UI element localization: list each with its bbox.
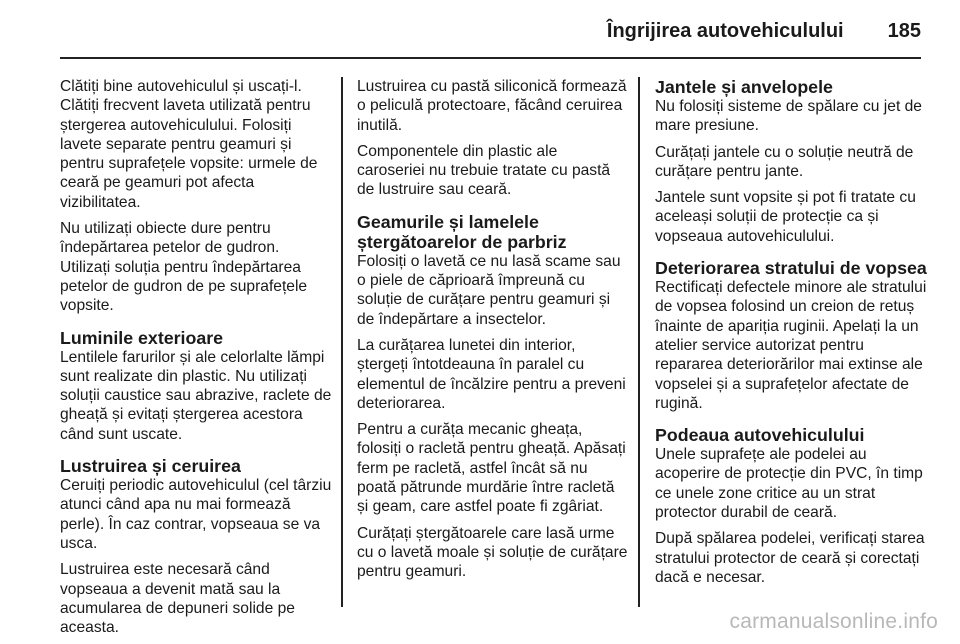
header-divider <box>60 57 921 59</box>
paragraph: La curățarea lunetei din interior, ștergeți întotdeauna în paralel cu elementul de încălzire pentru a preveni deteriorarea. <box>357 336 626 412</box>
section-heading: Podeaua autovehiculului <box>655 425 865 446</box>
paragraph: Pentru a curăța mecanic gheața, folosiți o racletă pentru gheață. Apăsați ferm pe racletă, astfel încât să nu poată pătrunde murdărie între racletă și geam, care astfel poate fi zgâriat. <box>357 421 626 516</box>
paragraph: Curățați jantele cu o soluție neutră de curățare pentru jante. <box>655 143 914 180</box>
page-number: 185 <box>887 20 921 42</box>
paragraph: Unele suprafețe ale podelei au acoperire de protecție din PVC, în timp ce unele zone critice au un strat protector durabil de ceară. <box>655 446 923 522</box>
paragraph: Clătiți bine autovehiculul și uscați-l. Clătiți frecvent laveta utilizată pentru ștergerea autovehiculului. Folosiți lavete separate pentru geamuri și pentru suprafețele vopsite: urmele de ceară pe geamuri pot afecta vizibilitatea. <box>60 78 318 211</box>
page-header <box>607 20 921 44</box>
paragraph: Nu utilizați obiecte dure pentru îndepărtarea petelor de gudron. Utilizați soluția pentru îndepărtarea petelor de gudron de pe suprafețele vopsite. <box>60 220 308 315</box>
paragraph: Componentele din plastic ale caroseriei nu trebuie tratate cu pastă de lustruire sau ceară. <box>357 142 611 199</box>
paragraph: După spălarea podelei, verificați starea stratului protector de ceară și corectați dacă e necesar. <box>655 530 925 586</box>
paragraph: Jantele sunt vopsite și pot fi tratate cu aceleași soluții de protecție ca și vopseaua autovehiculului. <box>655 189 916 245</box>
paragraph: Lustruirea cu pastă siliconică formează o peliculă protectoare, făcând ceruirea inutilă. <box>357 78 627 134</box>
column-2 <box>357 77 629 589</box>
section-heading: Luminile exterioare <box>60 327 224 348</box>
section-heading: Jantele și anvelopele <box>655 77 833 97</box>
header-title: Îngrijirea autovehiculului <box>606 20 844 42</box>
paragraph: Nu folosiți sisteme de spălare cu jet de mare presiune. <box>655 98 922 135</box>
paragraph: Ceruiți periodic autovehiculul (cel târziu atunci când apa nu mai formează perle). În caz contrar, vopseaua se va usca. <box>60 477 332 552</box>
column-1 <box>60 77 332 644</box>
paragraph: Rectificați defectele minore ale stratului de vopsea folosind un creion de retuș înainte de apariția ruginii. Apelați la un atelier service autorizat pentru repararea deteriorărilor mai extinse ale vopselei și a suprafețelor afectate de rugină. <box>655 279 927 412</box>
section-heading: Geamurile și lamelele ștergătoarelor de parbriz <box>357 211 567 252</box>
section-heading: Lustruirea și ceruirea <box>60 456 241 477</box>
paragraph: Lustruirea este necesară când vopseaua a devenit mată sau la acumularea de depuneri solide pe aceasta. <box>60 561 295 637</box>
column-divider <box>638 77 640 607</box>
watermark: carmanualsonline.info <box>729 610 938 633</box>
section-heading: Deteriorarea stratului de vopsea <box>655 258 927 279</box>
column-divider <box>341 77 343 607</box>
paragraph: Lentilele farurilor și ale celorlalte lămpi sunt realizate din plastic. Nu utilizați soluții caustice sau abrazive, raclete de gheață și evitați ștergerea acestora când sunt uscate. <box>60 348 332 443</box>
paragraph: Curățați ștergătoarele care lasă urme cu o lavetă moale și soluție de curățare pentru geamuri. <box>357 524 628 581</box>
paragraph: Folosiți o lavetă ce nu lasă scame sau o piele de căprioară împreună cu soluție de curățare pentru geamuri și de îndepărtare a insectelor. <box>357 252 621 328</box>
column-3 <box>655 77 935 594</box>
